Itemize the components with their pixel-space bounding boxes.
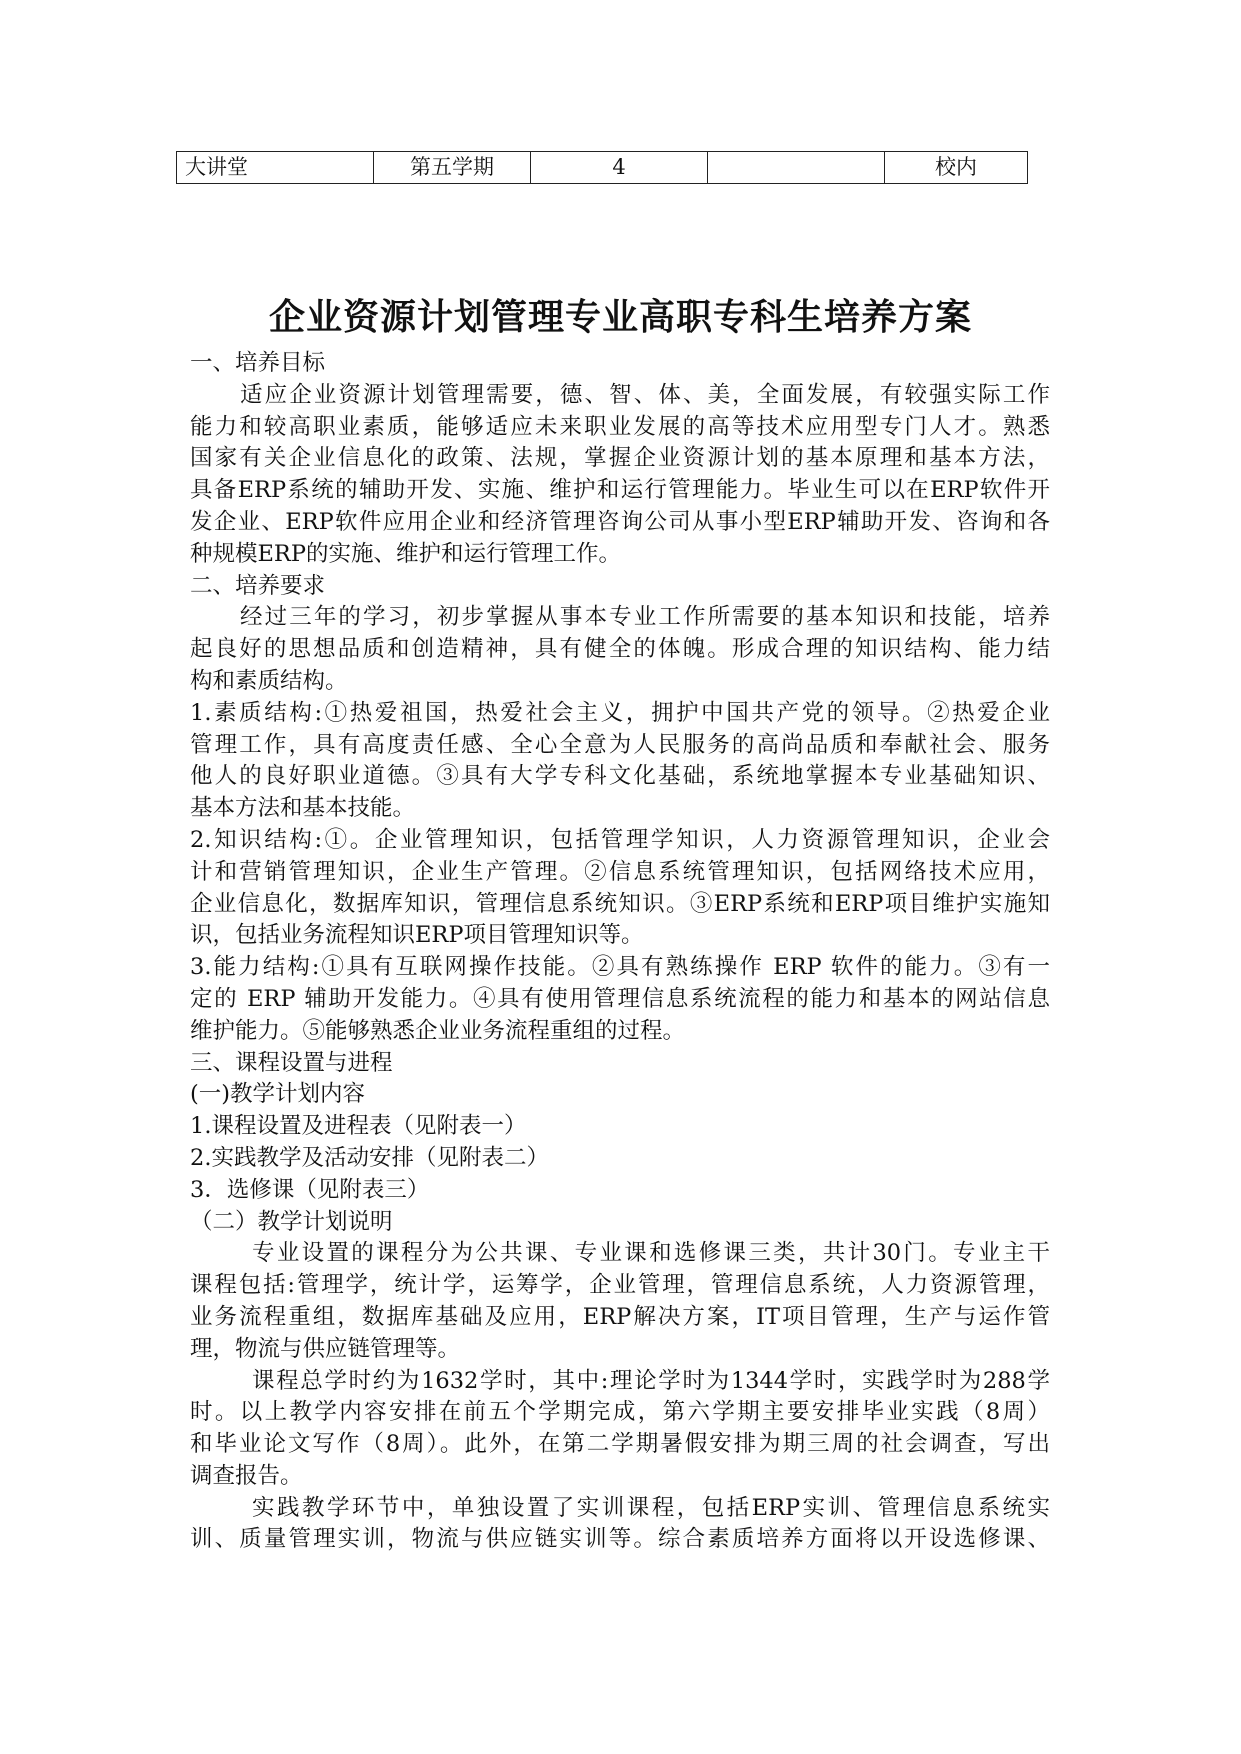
table-cell-course: 大讲堂 xyxy=(177,152,374,184)
knowledge-structure-line: 企业信息化，数据库知识，管理信息系统知识。③ERP系统和ERP项目维护实施知 xyxy=(190,890,1050,917)
paragraph-line: 适应企业资源计划管理需要，德、智、体、美，全面发展，有较强实际工作 xyxy=(240,381,1050,408)
paragraph-line: 经过三年的学习，初步掌握从事本专业工作所需要的基本知识和技能，培养 xyxy=(240,604,1050,631)
list-item: 3．选修课（见附表三） xyxy=(190,1176,430,1203)
paragraph-line: 业务流程重组，数据库基础及应用，ERP解决方案，IT项目管理，生产与运作管 xyxy=(190,1303,1050,1330)
quality-structure-line: 1.素质结构:①热爱祖国，热爱社会主义，拥护中国共产党的领导。②热爱企业 xyxy=(190,699,1050,726)
table-cell-location: 校内 xyxy=(885,152,1028,184)
subsection-heading-plan-notes: （二）教学计划说明 xyxy=(190,1208,393,1235)
quality-structure-line: 基本方法和基本技能。 xyxy=(190,795,416,822)
section-heading-requirements: 二、培养要求 xyxy=(190,572,326,599)
section-heading-goals: 一、培养目标 xyxy=(190,350,326,376)
paragraph-line: 课程总学时约为1632学时，其中:理论学时为1344学时，实践学时为288学 xyxy=(252,1367,1050,1394)
paragraph-line: 发企业、ERP软件应用企业和经济管理咨询公司从事小型ERP辅助开发、咨询和各 xyxy=(190,508,1050,535)
paragraph-line: 种规模ERP的实施、维护和运行管理工作。 xyxy=(190,540,622,567)
knowledge-structure-line: 2.知识结构:①。企业管理知识，包括管理学知识，人力资源管理知识，企业会 xyxy=(190,826,1050,853)
table-cell-term: 第五学期 xyxy=(374,152,531,184)
paragraph-line: 课程包括:管理学，统计学，运筹学，企业管理，管理信息系统，人力资源管理， xyxy=(190,1272,1050,1299)
table-cell-hours: 4 xyxy=(531,152,708,184)
paragraph-line: 起良好的思想品质和创造精神，具有健全的体魄。形成合理的知识结构、能力结 xyxy=(190,636,1050,663)
paragraph-line: 时。以上教学内容安排在前五个学期完成，第六学期主要安排毕业实践（8周） xyxy=(190,1399,1050,1426)
paragraph-line: 具备ERP系统的辅助开发、实施、维护和运行管理能力。毕业生可以在ERP软件开 xyxy=(190,477,1050,504)
paragraph-line: 训、质量管理实训，物流与供应链实训等。综合素质培养方面将以开设选修课、 xyxy=(190,1526,1050,1553)
knowledge-structure-line: 识，包括业务流程知识ERP项目管理知识等。 xyxy=(190,922,644,949)
paragraph-line: 和毕业论文写作（8周）。此外，在第二学期暑假安排为期三周的社会调查，写出 xyxy=(190,1431,1050,1458)
table-row xyxy=(177,152,1028,184)
paragraph-line: 调查报告。 xyxy=(190,1462,303,1489)
paragraph-line: 构和素质结构。 xyxy=(190,667,348,694)
subsection-heading-plan-content: (一)教学计划内容 xyxy=(190,1081,366,1108)
paragraph-line: 国家有关企业信息化的政策、法规，掌握企业资源计划的基本原理和基本方法， xyxy=(190,445,1050,472)
list-item: 1.课程设置及进程表（见附表一） xyxy=(190,1113,527,1140)
document-body xyxy=(190,348,1050,1556)
ability-structure-line: 定的 ERP 辅助开发能力。④具有使用管理信息系统流程的能力和基本的网站信息 xyxy=(190,985,1050,1012)
table-cell-empty xyxy=(708,152,885,184)
list-item: 2.实践教学及活动安排（见附表二） xyxy=(190,1144,549,1171)
page-title: 企业资源计划管理专业高职专科生培养方案 xyxy=(268,297,972,338)
paragraph-line: 能力和较高职业素质，能够适应未来职业发展的高等技术应用型专门人才。熟悉 xyxy=(190,413,1050,440)
quality-structure-line: 管理工作，具有高度责任感、全心全意为人民服务的高尚品质和奉献社会、服务 xyxy=(190,731,1050,758)
ability-structure-line: 维护能力。⑤能够熟悉企业业务流程重组的过程。 xyxy=(190,1017,686,1044)
section-heading-courses: 三、课程设置与进程 xyxy=(190,1049,393,1076)
ability-structure-line: 3.能力结构:①具有互联网操作技能。②具有熟练操作 ERP 软件的能力。③有一 xyxy=(190,954,1050,981)
course-table xyxy=(176,151,1028,184)
quality-structure-line: 他人的良好职业道德。③具有大学专科文化基础，系统地掌握本专业基础知识、 xyxy=(190,763,1050,790)
paragraph-line: 实践教学环节中，单独设置了实训课程，包括ERP实训、管理信息系统实 xyxy=(252,1494,1050,1521)
paragraph-line: 理，物流与供应链管理等。 xyxy=(190,1335,461,1362)
knowledge-structure-line: 计和营销管理知识，企业生产管理。②信息系统管理知识，包括网络技术应用， xyxy=(190,858,1050,885)
paragraph-line: 专业设置的课程分为公共课、专业课和选修课三类，共计30门。专业主干 xyxy=(252,1240,1050,1267)
